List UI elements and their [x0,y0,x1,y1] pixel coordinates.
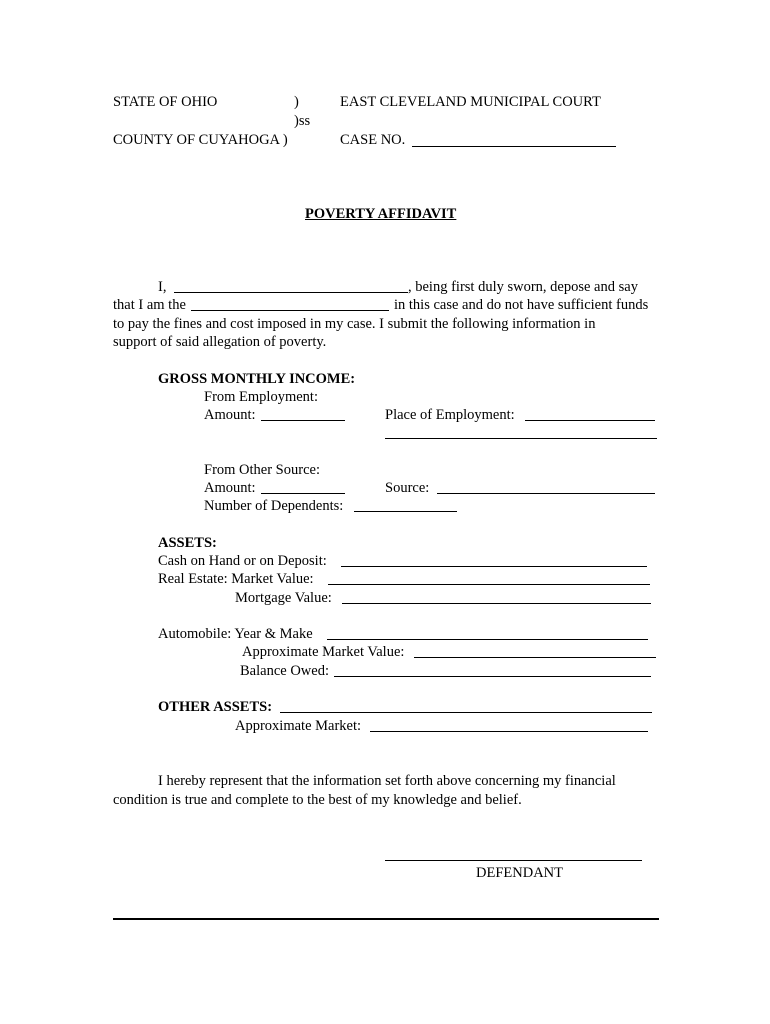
employment-amount-field[interactable] [261,420,345,421]
intro-funds: in this case and do not have sufficient funds [394,297,649,313]
other-assets-heading: OTHER ASSETS: [158,699,273,715]
mortgage-field[interactable] [342,603,651,604]
automobile-label: Automobile: Year & Make [158,626,313,642]
bottom-divider [113,918,659,920]
county-label: COUNTY OF CUYAHOGA ) [113,132,288,148]
case-no-label: CASE NO. [340,132,406,148]
other-amount-field[interactable] [261,493,345,494]
dependents-label: Number of Dependents: [204,498,344,514]
real-estate-label: Real Estate: Market Value: [158,571,314,587]
statement-line1: I hereby represent that the information set forth above concerning my financial [158,773,616,789]
employment-amount-label: Amount: [204,407,256,423]
state-label: STATE OF OHIO [113,94,218,110]
place-of-employment-label: Place of Employment: [385,407,515,423]
page-title: POVERTY AFFIDAVIT [305,206,457,222]
intro-line4: support of said allegation of poverty. [113,334,327,350]
balance-owed-field[interactable] [334,676,651,677]
cash-label: Cash on Hand or on Deposit: [158,553,327,569]
approx-market-field[interactable] [370,731,648,732]
court-name: EAST CLEVELAND MUNICIPAL COURT [340,94,601,110]
cash-field[interactable] [341,566,647,567]
place-of-employment-field-2[interactable] [385,438,657,439]
approx-market-label: Approximate Market: [235,718,362,734]
other-amount-label: Amount: [204,480,256,496]
intro-sworn: , being first duly sworn, depose and say [408,279,638,295]
source-label: Source: [385,480,430,496]
caption-paren: ) [294,94,299,110]
source-field[interactable] [437,493,655,494]
case-no-field[interactable] [412,146,616,147]
intro-role-label: that I am the [113,297,186,313]
balance-owed-label: Balance Owed: [240,663,329,679]
intro-i: I, [158,279,167,295]
place-of-employment-field[interactable] [525,420,655,421]
defendant-signature-line[interactable] [385,860,642,861]
approx-market-value-label: Approximate Market Value: [242,644,405,660]
dependents-field[interactable] [354,511,457,512]
income-heading: GROSS MONTHLY INCOME: [158,371,356,387]
assets-heading: ASSETS: [158,535,217,551]
from-employment-label: From Employment: [204,389,318,405]
automobile-field[interactable] [327,639,648,640]
other-assets-field[interactable] [280,712,652,713]
intro-line3: to pay the fines and cost imposed in my case. I submit the following information in [113,316,596,332]
caption-ss: )ss [294,113,311,129]
mortgage-label: Mortgage Value: [235,590,332,606]
defendant-label: DEFENDANT [476,865,563,881]
from-other-source-label: From Other Source: [204,462,320,478]
affiant-name-field[interactable] [174,292,408,293]
approx-market-value-field[interactable] [414,657,656,658]
affiant-role-field[interactable] [191,310,389,311]
statement-line2: condition is true and complete to the best of my knowledge and belief. [113,792,522,808]
real-estate-field[interactable] [328,584,650,585]
